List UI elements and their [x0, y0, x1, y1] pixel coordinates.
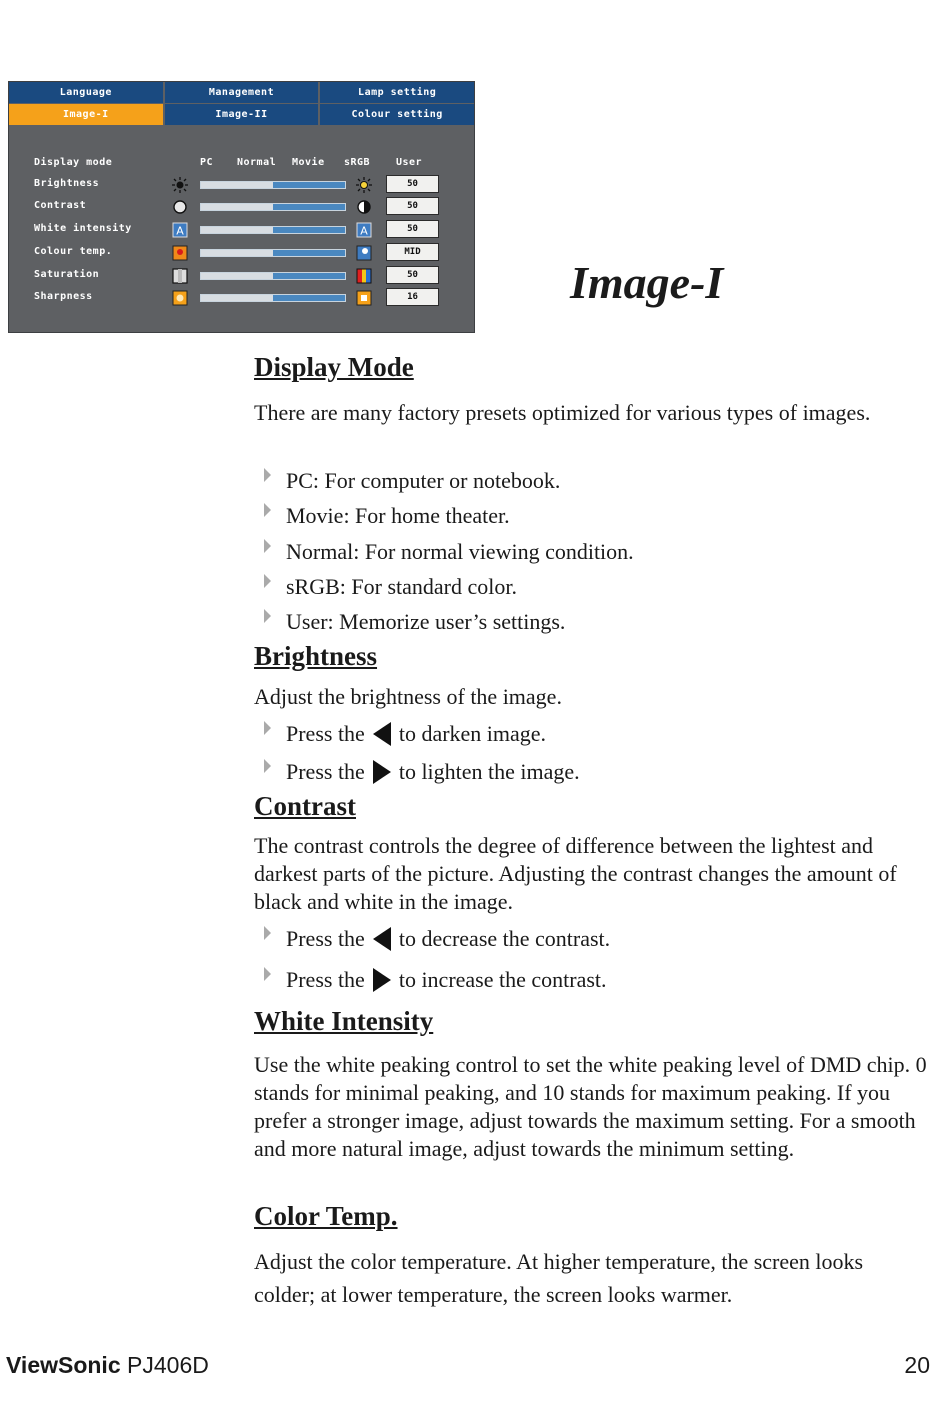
heading-color-temp: Color Temp. — [254, 1201, 398, 1231]
osd-row-brightness[interactable] — [9, 175, 474, 195]
slider-fill — [201, 227, 273, 233]
list-item — [264, 721, 546, 747]
sharpness-value: 16 — [386, 288, 439, 306]
osd-row-colour-temp[interactable] — [9, 243, 474, 263]
bullet-text: sRGB: For standard color. — [286, 574, 517, 599]
sharpness-high-icon[interactable] — [356, 290, 372, 306]
sun-bright-icon[interactable] — [356, 177, 372, 193]
contrast-intro: The contrast controls the degree of difference between the lightest and darkest parts of the picture. Adjusting the contrast changes the amount of black and white in the image. — [254, 833, 897, 914]
bullet-text: to lighten the image. — [398, 759, 580, 784]
tab-lamp-setting[interactable]: Lamp setting — [320, 82, 474, 103]
saturation-low-icon[interactable] — [172, 268, 188, 284]
heading-brightness: Brightness — [254, 641, 378, 671]
list-item — [264, 468, 560, 494]
colour-temp-label: Colour temp. — [34, 246, 113, 257]
tab-language[interactable]: Language — [9, 82, 163, 103]
mode-movie[interactable]: Movie — [292, 157, 325, 168]
white-intensity-slider[interactable] — [200, 226, 346, 234]
thermometer-warm-icon[interactable] — [172, 245, 188, 261]
osd-row-sharpness[interactable] — [9, 288, 474, 308]
brightness-label: Brightness — [34, 178, 100, 189]
osd-tab-row-2 — [9, 104, 474, 125]
list-item — [264, 539, 634, 565]
saturation-label: Saturation — [34, 269, 100, 280]
white-intensity-label: White intensity — [34, 223, 132, 234]
letter-a-icon[interactable] — [356, 222, 372, 238]
sun-dim-icon[interactable] — [172, 177, 188, 193]
bullet-text: Normal: For normal viewing condition. — [286, 539, 634, 564]
brightness-intro: Adjust the brightness of the image. — [254, 684, 562, 709]
bullet-text: to increase the contrast. — [398, 967, 607, 992]
saturation-high-icon[interactable] — [356, 268, 372, 284]
list-item — [264, 574, 517, 600]
page-title: Image-I — [570, 257, 724, 308]
thermometer-cool-icon[interactable] — [356, 245, 372, 261]
brightness-slider[interactable] — [200, 181, 346, 189]
tab-management[interactable]: Management — [165, 82, 319, 103]
tab-image-i[interactable]: Image-I — [9, 104, 163, 125]
mode-pc[interactable]: PC — [200, 157, 214, 168]
saturation-value: 50 — [386, 266, 439, 284]
slider-fill — [201, 295, 273, 301]
bullet-arrow-icon — [264, 926, 271, 940]
white-intensity-value: 50 — [386, 220, 439, 238]
osd-menu — [8, 81, 475, 333]
bullet-arrow-icon — [264, 759, 271, 773]
bullet-arrow-icon — [264, 609, 271, 623]
saturation-slider[interactable] — [200, 272, 346, 280]
brand-name: ViewSonic — [6, 1352, 121, 1378]
mode-srgb[interactable]: sRGB — [344, 157, 371, 168]
heading-contrast: Contrast — [254, 791, 356, 821]
letter-a-icon[interactable] — [172, 222, 188, 238]
sharpness-slider[interactable] — [200, 294, 346, 302]
slider-fill — [201, 250, 273, 256]
right-arrow-icon — [373, 760, 391, 784]
page-number: 20 — [904, 1352, 930, 1378]
svg-text:A: A — [176, 224, 184, 238]
brightness-value: 50 — [386, 175, 439, 193]
bullet-arrow-icon — [264, 721, 271, 735]
bullet-text: to darken image. — [398, 721, 547, 746]
mode-normal[interactable]: Normal — [237, 157, 277, 168]
osd-tab-row-1 — [9, 82, 474, 103]
display-mode-intro: There are many factory presets optimized for various types of images. — [254, 400, 871, 425]
heading-white-intensity: White Intensity — [254, 1006, 434, 1036]
osd-row-contrast[interactable] — [9, 197, 474, 217]
contrast-label: Contrast — [34, 200, 87, 211]
sharpness-label: Sharpness — [34, 291, 93, 302]
left-arrow-icon — [373, 927, 391, 951]
display-mode-label: Display mode — [34, 157, 113, 168]
bullet-text: Press the — [286, 721, 365, 746]
bullet-text: Press the — [286, 926, 365, 951]
model-name: PJ406D — [127, 1352, 209, 1378]
list-item — [264, 609, 565, 635]
list-item — [264, 967, 607, 993]
bullet-text: to decrease the contrast. — [398, 926, 611, 951]
colour-temp-slider[interactable] — [200, 249, 346, 257]
left-arrow-icon — [373, 722, 391, 746]
list-item — [264, 926, 610, 952]
heading-display-mode: Display Mode — [254, 352, 414, 382]
slider-fill — [201, 273, 273, 279]
bullet-text: Press the — [286, 759, 365, 784]
color-temp-intro: Adjust the color temperature. At higher temperature, the screen looks colder; at lower temperature, the screen looks warmer. — [254, 1249, 864, 1307]
slider-fill — [201, 182, 273, 188]
bullet-text: User: Memorize user’s settings. — [286, 609, 566, 634]
bullet-text: Press the — [286, 967, 365, 992]
svg-text:A: A — [360, 224, 368, 238]
tab-colour-setting[interactable]: Colour setting — [320, 104, 474, 125]
bullet-arrow-icon — [264, 503, 271, 517]
bullet-arrow-icon — [264, 574, 271, 588]
mode-user[interactable]: User — [396, 157, 423, 168]
sharpness-low-icon[interactable] — [172, 290, 188, 306]
right-arrow-icon — [373, 968, 391, 992]
colour-temp-value: MID — [386, 243, 439, 261]
slider-fill — [201, 204, 273, 210]
white-intensity-intro: Use the white peaking control to set the white peaking level of DMD chip. 0 stands for minimal peaking, and 10 stands for maximum peaking. If you prefer a stronger image, adjust towards the maximum setting. For a smooth and more natural image, adjust towards the minimum setting. — [254, 1052, 927, 1161]
osd-row-saturation[interactable] — [9, 266, 474, 286]
osd-row-white-intensity[interactable] — [9, 220, 474, 240]
circle-empty-icon[interactable] — [172, 199, 188, 215]
bullet-text: Movie: For home theater. — [286, 503, 510, 528]
contrast-value: 50 — [386, 197, 439, 215]
circle-half-icon[interactable] — [356, 199, 372, 215]
bullet-arrow-icon — [264, 539, 271, 553]
list-item — [264, 503, 510, 529]
contrast-slider[interactable] — [200, 203, 346, 211]
tab-image-ii[interactable]: Image-II — [165, 104, 319, 125]
bullet-text: PC: For computer or notebook. — [286, 468, 561, 493]
footer-brand — [6, 1352, 209, 1379]
list-item — [264, 759, 580, 785]
bullet-arrow-icon — [264, 468, 271, 482]
bullet-arrow-icon — [264, 967, 271, 981]
